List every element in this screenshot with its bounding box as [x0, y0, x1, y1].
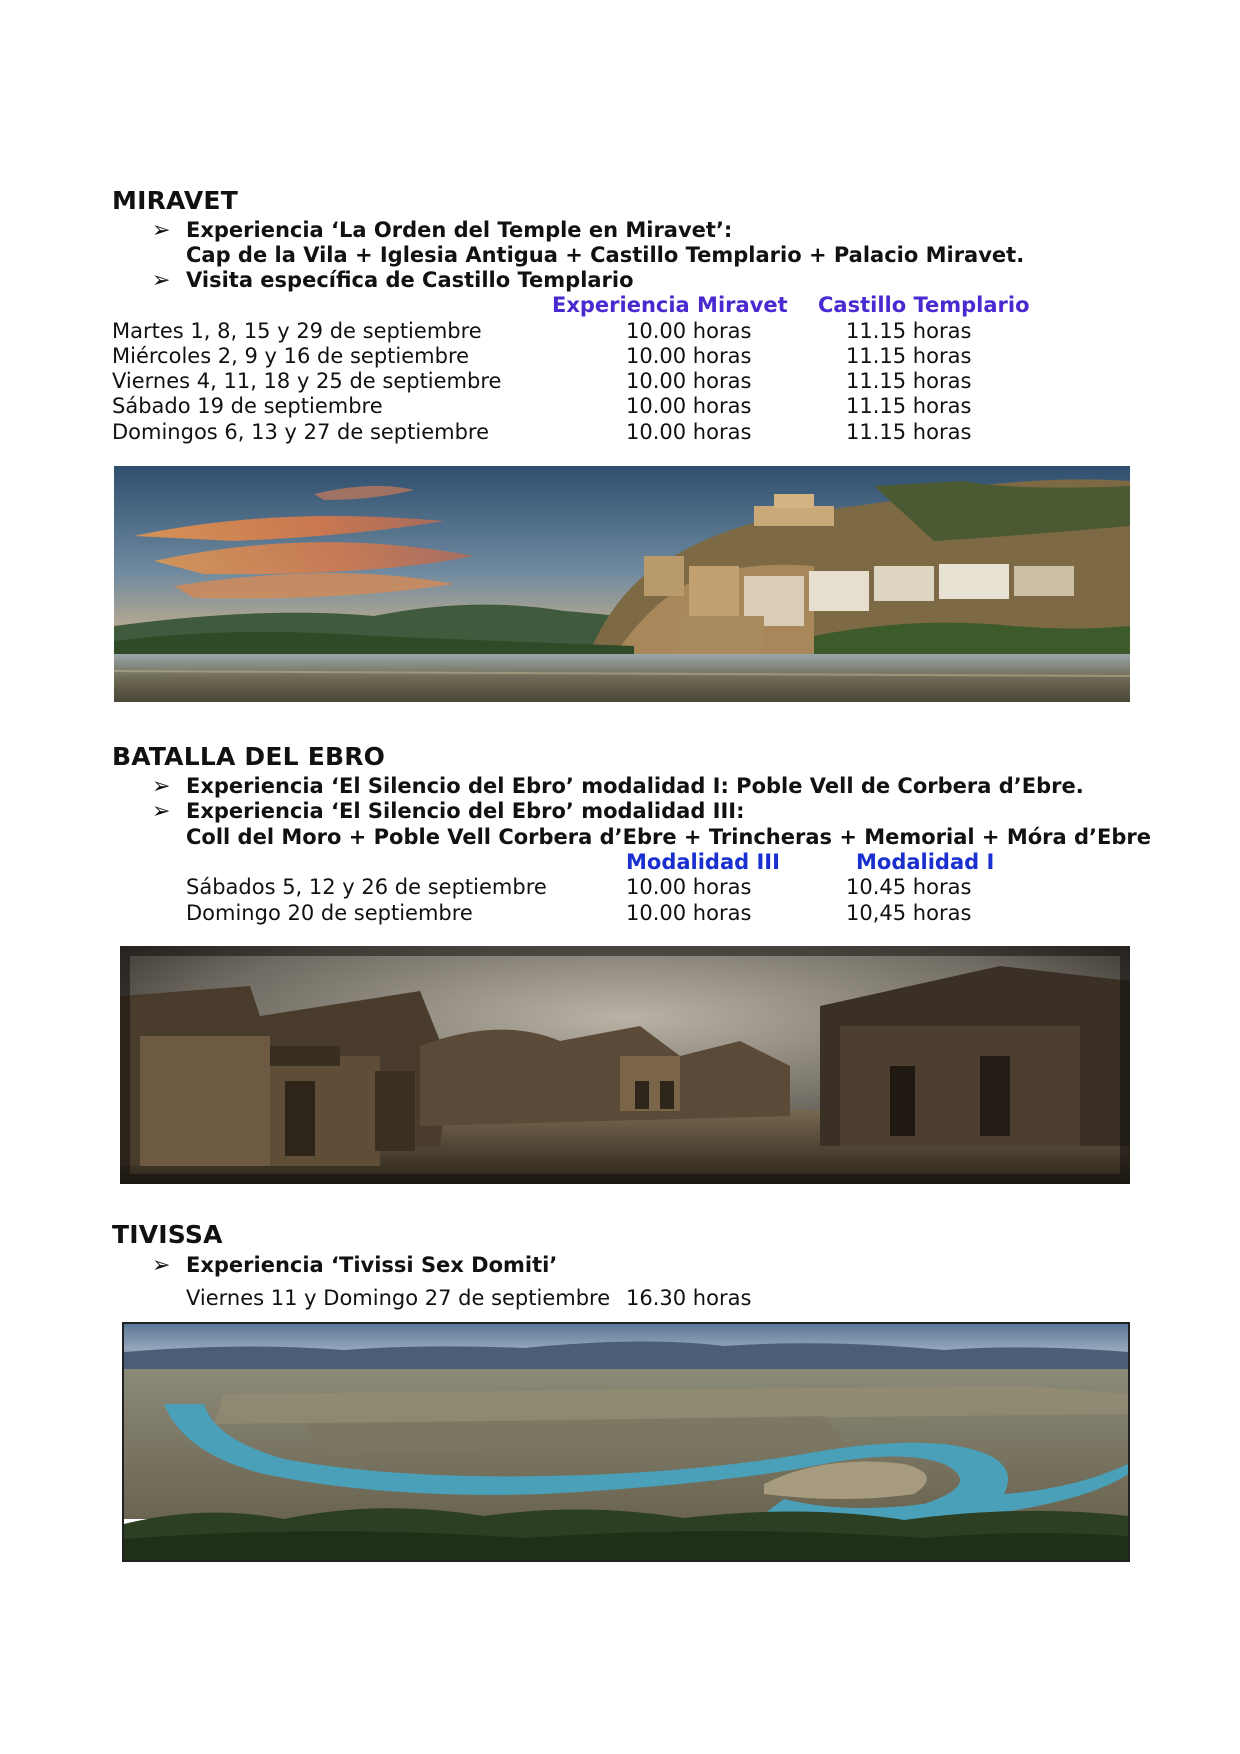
- arrowhead-bullet-icon: ➢: [152, 774, 171, 799]
- schedule-day: Domingos 6, 13 y 27 de septiembre: [112, 420, 490, 444]
- ebro-col1-header: Modalidad III: [626, 850, 780, 874]
- schedule-time-1: 10.00 horas: [626, 319, 752, 343]
- ebro-bullet-2-line2: Coll del Moro + Poble Vell Corbera d’Ebre + Trincheras + Memorial + Móra d’Ebre: [186, 825, 1151, 849]
- schedule-time-2: 11.15 horas: [846, 369, 972, 393]
- arrowhead-bullet-icon: ➢: [152, 799, 171, 824]
- schedule-time-2: 10.45 horas: [846, 875, 972, 899]
- ebro-bullet-1: ➢ Experiencia ‘El Silencio del Ebro’ modalidad I: Poble Vell de Corbera d’Ebre.: [152, 774, 1084, 799]
- ebro-bullet-2: ➢ Experiencia ‘El Silencio del Ebro’ modalidad III:: [152, 799, 745, 824]
- schedule-time-2: 11.15 horas: [846, 344, 972, 368]
- schedule-day: Sábado 19 de septiembre: [112, 394, 383, 418]
- schedule-day: Viernes 4, 11, 18 y 25 de septiembre: [112, 369, 502, 393]
- miravet-bullet-1-line2: Cap de la Vila + Iglesia Antigua + Castillo Templario + Palacio Miravet.: [186, 243, 1025, 267]
- miravet-village-photo: [114, 466, 1130, 702]
- arrowhead-bullet-icon: ➢: [152, 218, 171, 243]
- schedule-time-2: 11.15 horas: [846, 394, 972, 418]
- section-title-miravet: MIRAVET: [112, 186, 238, 215]
- schedule-day: Sábados 5, 12 y 26 de septiembre: [186, 875, 547, 899]
- poble-vell-ruins-photo: [120, 946, 1130, 1184]
- schedule-time-1: 10.00 horas: [626, 875, 752, 899]
- schedule-time-1: 10.00 horas: [626, 394, 752, 418]
- miravet-bullet-1: ➢ Experiencia ‘La Orden del Temple en Miravet’:: [152, 218, 733, 243]
- schedule-time-1: 10.00 horas: [626, 420, 752, 444]
- schedule-time-1: 10.00 horas: [626, 369, 752, 393]
- arrowhead-bullet-icon: ➢: [152, 268, 171, 293]
- miravet-bullet-2: ➢ Visita específica de Castillo Templario: [152, 268, 634, 293]
- miravet-col2-header: Castillo Templario: [818, 293, 1030, 317]
- schedule-day: Viernes 11 y Domingo 27 de septiembre: [186, 1286, 611, 1310]
- schedule-time-1: 10.00 horas: [626, 344, 752, 368]
- schedule-time-2: 10,45 horas: [846, 901, 972, 925]
- tivissa-bullet-1: ➢ Experiencia ‘Tivissi Sex Domiti’: [152, 1253, 558, 1278]
- schedule-day: Miércoles 2, 9 y 16 de septiembre: [112, 344, 470, 368]
- section-title-tivissa: TIVISSA: [112, 1220, 223, 1249]
- schedule-time-2: 11.15 horas: [846, 319, 972, 343]
- section-title-batalla-del-ebro: BATALLA DEL EBRO: [112, 742, 386, 771]
- arrowhead-bullet-icon: ➢: [152, 1253, 171, 1278]
- schedule-time-1: 10.00 horas: [626, 901, 752, 925]
- schedule-day: Domingo 20 de septiembre: [186, 901, 473, 925]
- miravet-col1-header: Experiencia Miravet: [552, 293, 788, 317]
- ebro-river-panorama-photo: [122, 1322, 1130, 1562]
- schedule-day: Martes 1, 8, 15 y 29 de septiembre: [112, 319, 482, 343]
- schedule-time-1: 16.30 horas: [626, 1286, 752, 1310]
- ebro-col2-header: Modalidad I: [856, 850, 995, 874]
- schedule-time-2: 11.15 horas: [846, 420, 972, 444]
